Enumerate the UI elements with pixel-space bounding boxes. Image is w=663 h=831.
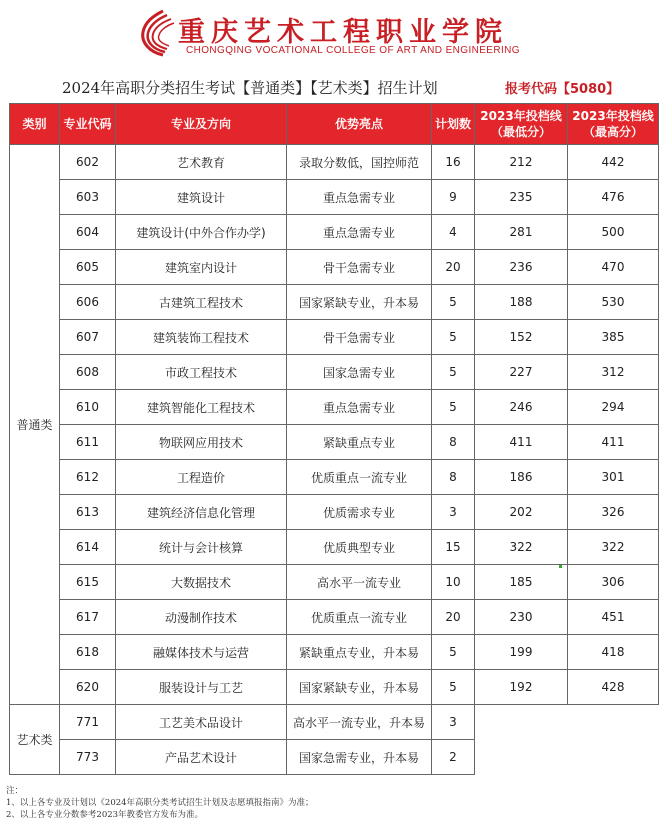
category-general: 普通类 <box>10 145 60 705</box>
major-highlight: 录取分数低，国控师范 <box>287 145 432 180</box>
min-score-header-line2: （最低分） <box>490 125 551 139</box>
college-logo-icon <box>133 8 177 58</box>
min-score: 199 <box>475 635 568 670</box>
major-highlight: 骨干急需专业 <box>287 320 432 355</box>
green-marker <box>559 565 562 568</box>
college-name-cn: 重庆艺术工程职业学院 <box>178 17 508 48</box>
min-score: 202 <box>475 495 568 530</box>
major-code: 617 <box>60 600 116 635</box>
column-header-major: 专业及方向 <box>116 104 287 145</box>
column-header-highlight: 优势亮点 <box>287 104 432 145</box>
plan-count: 20 <box>432 250 475 285</box>
max-score: 418 <box>568 635 659 670</box>
plan-count: 5 <box>432 635 475 670</box>
exam-code: 报考代码【5080】 <box>505 82 620 97</box>
plan-count: 3 <box>432 495 475 530</box>
min-score: 235 <box>475 180 568 215</box>
major-name: 物联网应用技术 <box>116 425 287 460</box>
max-score: 306 <box>568 565 659 600</box>
major-name: 建筑经济信息化管理 <box>116 495 287 530</box>
major-name: 工程造价 <box>116 460 287 495</box>
major-code: 605 <box>60 250 116 285</box>
table-row <box>10 495 659 530</box>
major-code: 602 <box>60 145 116 180</box>
max-score: 411 <box>568 425 659 460</box>
max-score: 500 <box>568 215 659 250</box>
notes-line-2: 2、以上各专业分数参考2023年教委官方发布为准。 <box>6 810 204 820</box>
plan-count: 15 <box>432 530 475 565</box>
table-row <box>10 285 659 320</box>
min-score: 411 <box>475 425 568 460</box>
major-highlight: 国家急需专业，升本易 <box>287 740 432 775</box>
plan-title: 2024年高职分类招生考试【普通类】【艺术类】招生计划 <box>62 79 438 97</box>
college-name-en: CHONGQING VOCATIONAL COLLEGE OF ART AND ENGINEERING <box>186 45 520 56</box>
major-highlight: 紧缺重点专业，升本易 <box>287 635 432 670</box>
major-code: 604 <box>60 215 116 250</box>
table-row <box>10 145 659 180</box>
major-code: 603 <box>60 180 116 215</box>
max-score: 451 <box>568 600 659 635</box>
notes-line-1: 1、以上各专业及计划以《2024年高职分类考试招生计划及志愿填报指南》为准； <box>6 798 314 808</box>
major-name: 古建筑工程技术 <box>116 285 287 320</box>
column-header-category: 类别 <box>10 104 60 145</box>
min-score: 230 <box>475 600 568 635</box>
min-score: 188 <box>475 285 568 320</box>
table-row <box>10 180 659 215</box>
major-code: 771 <box>60 705 116 740</box>
max-score: 428 <box>568 670 659 705</box>
subtitle-bar <box>0 74 663 100</box>
max-score: 476 <box>568 180 659 215</box>
major-code: 607 <box>60 320 116 355</box>
major-highlight: 国家紧缺专业，升本易 <box>287 285 432 320</box>
table-row <box>10 355 659 390</box>
max-score: 470 <box>568 250 659 285</box>
major-code: 614 <box>60 530 116 565</box>
min-score: 281 <box>475 215 568 250</box>
max-score: 301 <box>568 460 659 495</box>
major-highlight: 优质重点一流专业 <box>287 460 432 495</box>
column-header-code: 专业代码 <box>60 104 116 145</box>
plan-count: 3 <box>432 705 475 740</box>
min-score: 186 <box>475 460 568 495</box>
major-code: 606 <box>60 285 116 320</box>
major-highlight: 优质需求专业 <box>287 495 432 530</box>
table-header-row <box>10 104 659 145</box>
table-row <box>10 530 659 565</box>
notes-label: 注： <box>6 786 24 796</box>
major-code: 611 <box>60 425 116 460</box>
plan-count: 5 <box>432 355 475 390</box>
major-code: 615 <box>60 565 116 600</box>
plan-count: 9 <box>432 180 475 215</box>
table-row <box>10 320 659 355</box>
major-name: 服装设计与工艺 <box>116 670 287 705</box>
major-highlight: 重点急需专业 <box>287 215 432 250</box>
min-score: 246 <box>475 390 568 425</box>
max-score: 442 <box>568 145 659 180</box>
column-header-max-score <box>568 104 659 145</box>
table-row <box>10 670 659 705</box>
empty-score-cell <box>475 705 659 775</box>
table-row <box>10 705 659 740</box>
enrollment-plan-table <box>9 103 659 775</box>
plan-count: 5 <box>432 285 475 320</box>
table-body <box>10 145 659 775</box>
category-art: 艺术类 <box>10 705 60 775</box>
min-score: 236 <box>475 250 568 285</box>
plan-count: 8 <box>432 460 475 495</box>
plan-count: 20 <box>432 600 475 635</box>
notes <box>6 785 314 821</box>
major-highlight: 紧缺重点专业 <box>287 425 432 460</box>
major-highlight: 国家急需专业 <box>287 355 432 390</box>
major-name: 工艺美术品设计 <box>116 705 287 740</box>
major-highlight: 重点急需专业 <box>287 390 432 425</box>
min-score: 192 <box>475 670 568 705</box>
college-header <box>0 0 663 72</box>
table-row <box>10 250 659 285</box>
min-score: 152 <box>475 320 568 355</box>
plan-count: 5 <box>432 670 475 705</box>
major-highlight: 骨干急需专业 <box>287 250 432 285</box>
max-score: 294 <box>568 390 659 425</box>
min-score-header-line1: 2023年投档线 <box>480 109 562 123</box>
max-score-header-line2: （最高分） <box>582 125 643 139</box>
table-row <box>10 215 659 250</box>
major-name: 建筑装饰工程技术 <box>116 320 287 355</box>
table-row <box>10 390 659 425</box>
major-code: 608 <box>60 355 116 390</box>
major-name: 市政工程技术 <box>116 355 287 390</box>
table-row <box>10 460 659 495</box>
min-score: 227 <box>475 355 568 390</box>
plan-count: 16 <box>432 145 475 180</box>
major-name: 建筑设计(中外合作办学) <box>116 215 287 250</box>
major-code: 610 <box>60 390 116 425</box>
major-name: 融媒体技术与运营 <box>116 635 287 670</box>
major-name: 产品艺术设计 <box>116 740 287 775</box>
major-highlight: 重点急需专业 <box>287 180 432 215</box>
min-score: 185 <box>475 565 568 600</box>
plan-count: 5 <box>432 390 475 425</box>
plan-count: 4 <box>432 215 475 250</box>
column-header-min-score <box>475 104 568 145</box>
major-highlight: 高水平一流专业，升本易 <box>287 705 432 740</box>
major-name: 建筑智能化工程技术 <box>116 390 287 425</box>
major-code: 620 <box>60 670 116 705</box>
major-highlight: 优质重点一流专业 <box>287 600 432 635</box>
major-highlight: 高水平一流专业 <box>287 565 432 600</box>
plan-count: 2 <box>432 740 475 775</box>
table-row <box>10 600 659 635</box>
max-score: 326 <box>568 495 659 530</box>
table-row <box>10 635 659 670</box>
major-name: 统计与会计核算 <box>116 530 287 565</box>
max-score: 530 <box>568 285 659 320</box>
major-name: 艺术教育 <box>116 145 287 180</box>
min-score: 212 <box>475 145 568 180</box>
column-header-plan: 计划数 <box>432 104 475 145</box>
plan-count: 8 <box>432 425 475 460</box>
major-name: 动漫制作技术 <box>116 600 287 635</box>
table-row <box>10 565 659 600</box>
major-code: 613 <box>60 495 116 530</box>
table-row <box>10 425 659 460</box>
major-highlight: 国家紧缺专业，升本易 <box>287 670 432 705</box>
major-code: 618 <box>60 635 116 670</box>
major-highlight: 优质典型专业 <box>287 530 432 565</box>
max-score: 312 <box>568 355 659 390</box>
major-code: 773 <box>60 740 116 775</box>
max-score: 385 <box>568 320 659 355</box>
min-score: 322 <box>475 530 568 565</box>
max-score-header-line1: 2023年投档线 <box>572 109 654 123</box>
major-code: 612 <box>60 460 116 495</box>
plan-count: 10 <box>432 565 475 600</box>
max-score: 322 <box>568 530 659 565</box>
major-name: 建筑设计 <box>116 180 287 215</box>
plan-count: 5 <box>432 320 475 355</box>
major-name: 大数据技术 <box>116 565 287 600</box>
major-name: 建筑室内设计 <box>116 250 287 285</box>
